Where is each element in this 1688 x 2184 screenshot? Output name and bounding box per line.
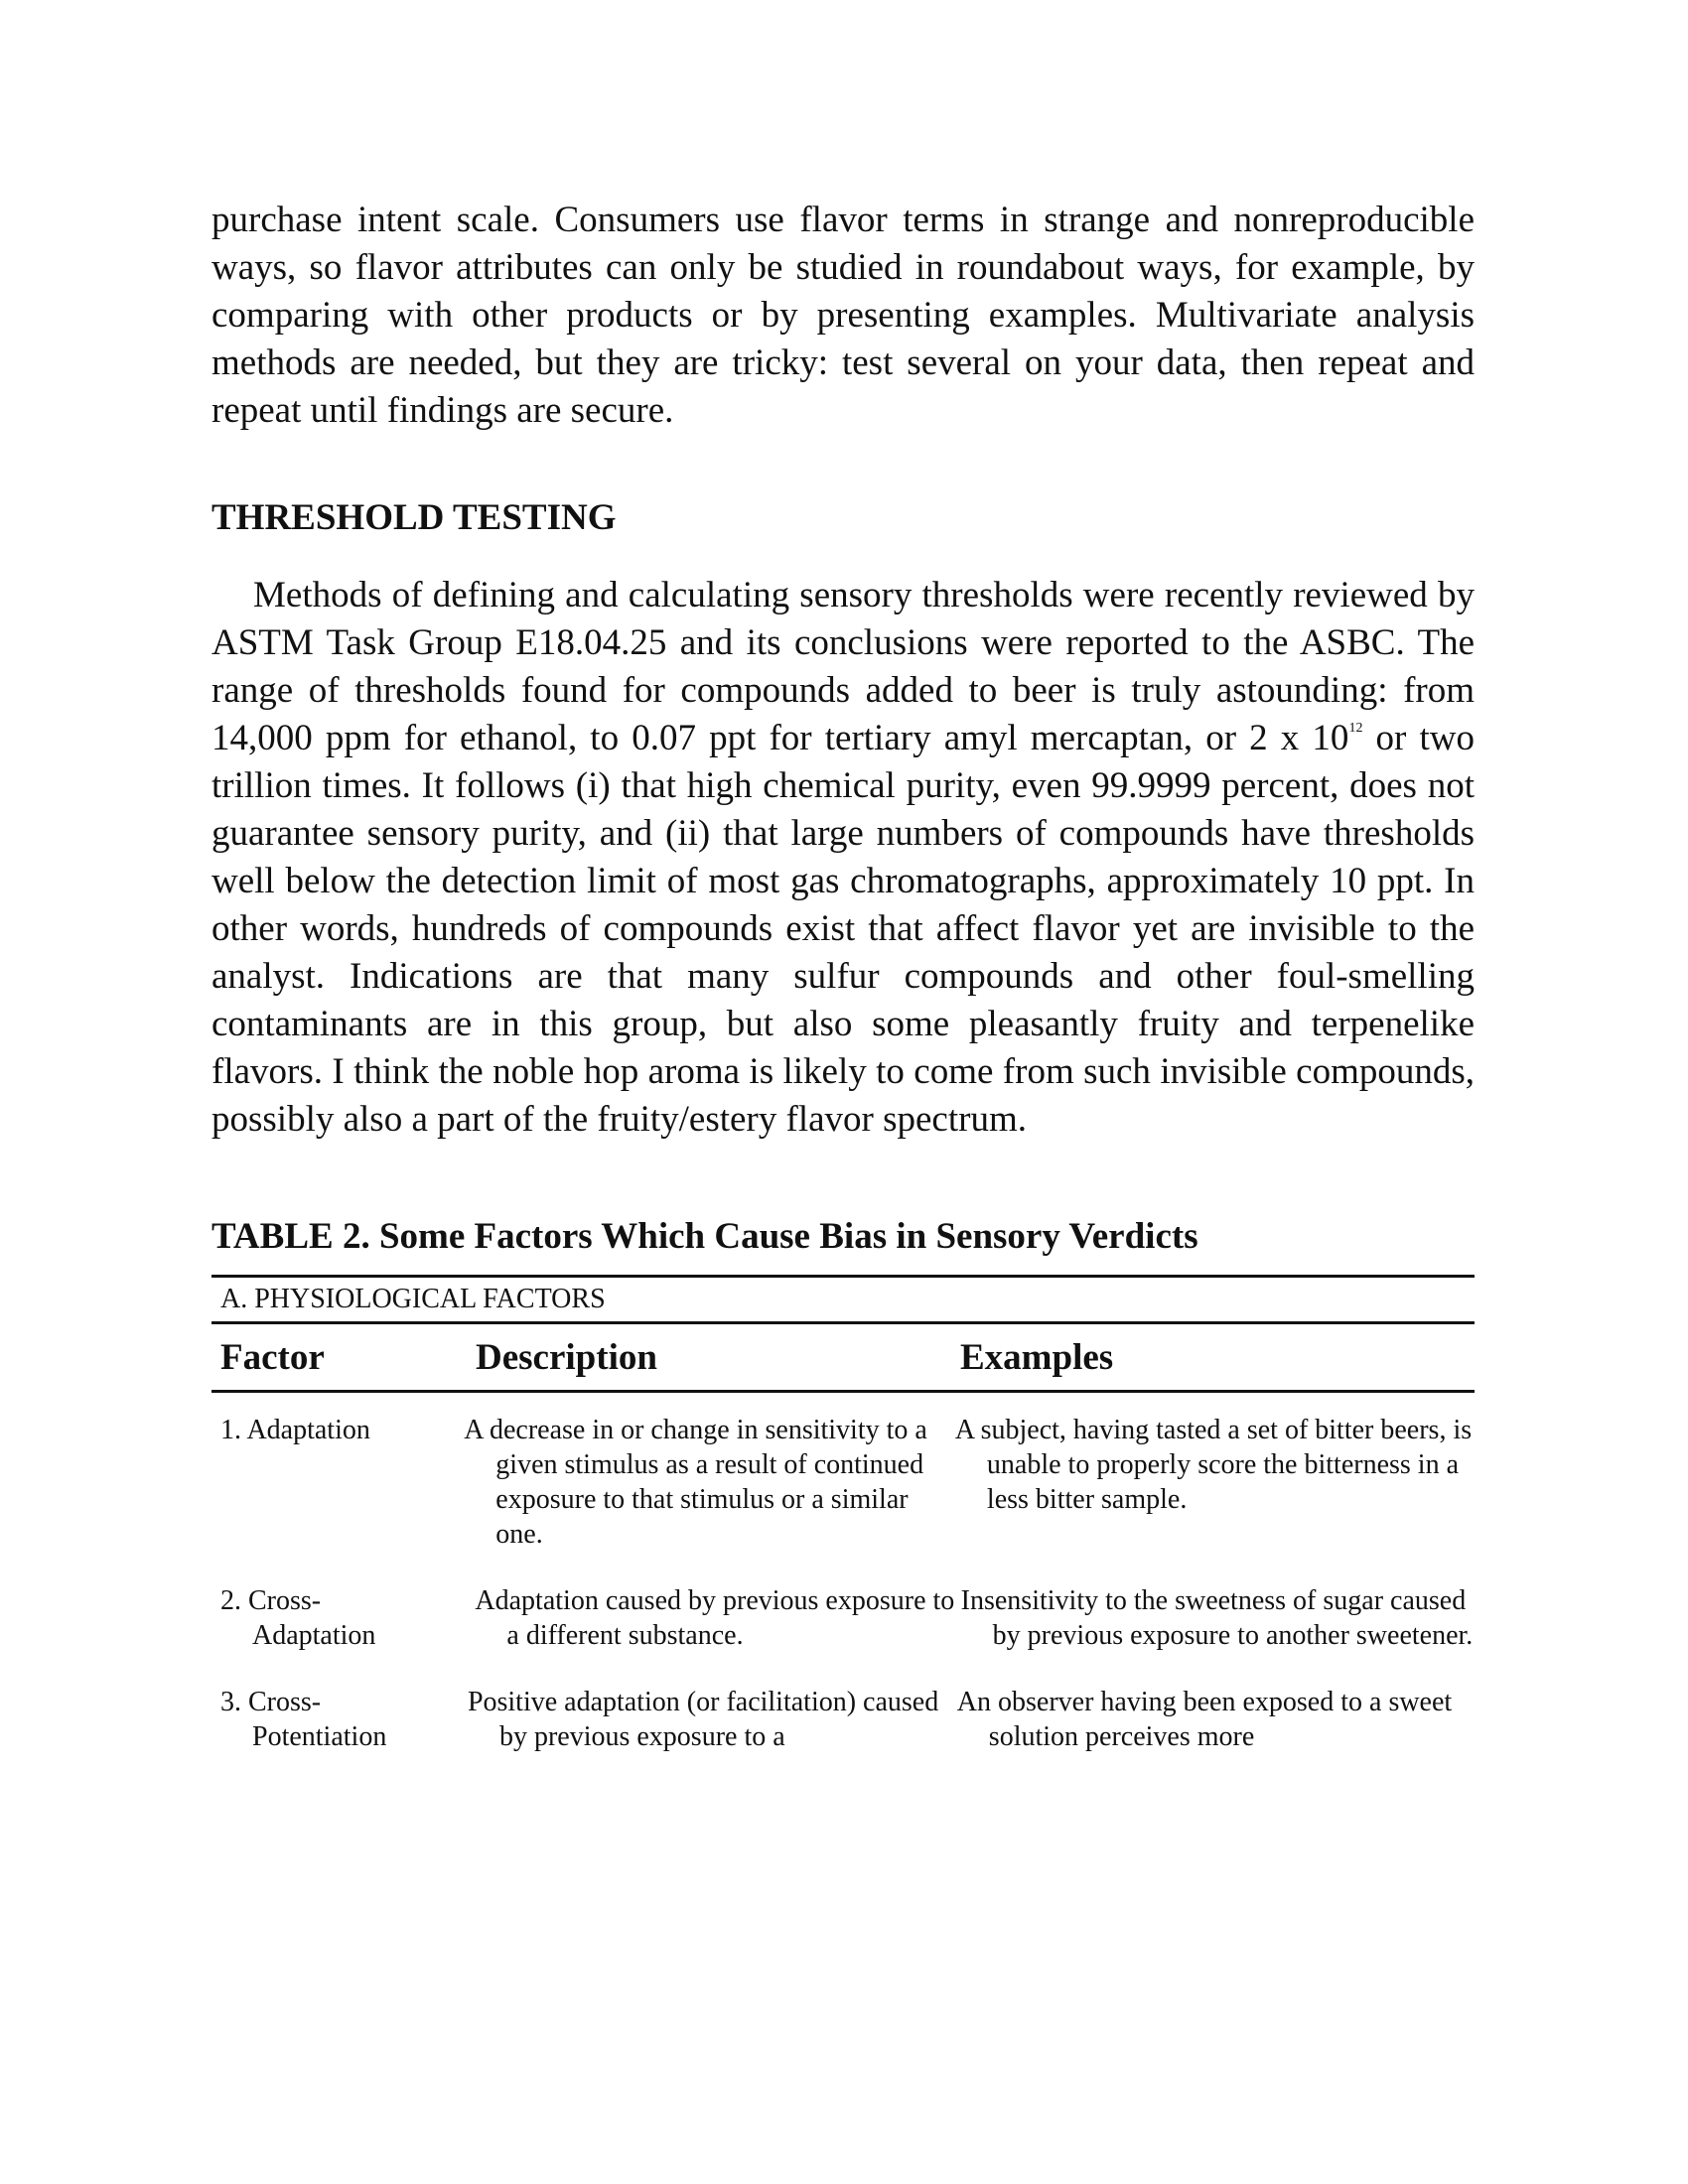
table-row <box>211 1685 1475 1754</box>
intro-paragraph: purchase intent scale. Consumers use flavor terms in strange and nonreproducible ways, so flavor attributes can only be studied in roundabout ways, for example, by comparing with other products or by presenting examples. Multivariate analysis methods are needed, but they are tricky: test several on your data, then repeat and repeat until findings are secure. <box>211 200 1475 431</box>
section-heading: THRESHOLD TESTING <box>211 497 617 538</box>
table-header-bottom-rule <box>211 1390 1475 1393</box>
threshold-text-part1: Methods of defining and calculating sensory thresholds were recently reviewed by ASTM Task Group E18.04.25 and its conclusions were reported to the ASBC. The range of thresholds found for compounds added to beer is truly astounding: from 14,000 ppm for ethanol, to 0.07 ppt for tertiary amyl mercaptan, or 2 x 10 <box>211 575 1475 758</box>
header-factor: Factor <box>220 1336 325 1378</box>
table-row <box>211 1413 1475 1552</box>
threshold-paragraph <box>211 572 1475 1144</box>
exponent: 12 <box>1348 721 1363 736</box>
document-page <box>211 197 1475 1754</box>
row-examples: A subject, having tasted a set of bitter beers, is unable to properly score the bitterness in a less bitter sample. <box>954 1415 1473 1515</box>
row-factor: 2. Cross-Adaptation <box>220 1585 376 1651</box>
table-header-row <box>211 1324 1475 1390</box>
header-examples: Examples <box>960 1336 1114 1378</box>
threshold-text-part2: or two trillion times. It follows (i) that high chemical purity, even 99.9999 percent, does not guarantee sensory purity, and (ii) that large numbers of compounds have thresholds well below the detection limit of most gas chromatographs, approximately 10 ppt. In other words, hundreds of compounds exist that affect flavor yet are invisible to the analyst. Indications are that many sulfur compounds and other foul-smelling contaminants are in this group, but also some pleasantly fruity and terpenelike flavors. I think the noble hop aroma is likely to come from such invisible compounds, possibly also a part of the fruity/estery flavor spectrum. <box>211 718 1476 1140</box>
row-examples: An observer having been exposed to a sweet solution perceives more <box>956 1687 1453 1752</box>
header-description: Description <box>476 1336 657 1378</box>
table-title: TABLE 2. Some Factors Which Cause Bias in Sensory Verdicts <box>211 1216 1198 1257</box>
row-factor: 1. Adaptation <box>220 1415 370 1445</box>
table-row <box>211 1583 1475 1653</box>
bias-table <box>211 1213 1475 1754</box>
row-description: A decrease in or change in sensitivity to a given stimulus as a result of continued exposure to that stimulus or a similar one. <box>464 1415 927 1550</box>
row-factor: 3. Cross-Potentiation <box>220 1687 387 1752</box>
row-description: Adaptation caused by previous exposure to a different substance. <box>475 1585 955 1651</box>
row-description: Positive adaptation (or facilitation) caused by previous exposure to a <box>467 1687 939 1752</box>
row-examples: Insensitivity to the sweetness of sugar caused by previous exposure to another sweetener. <box>960 1585 1474 1651</box>
table-section-label: A. PHYSIOLOGICAL FACTORS <box>220 1284 606 1314</box>
